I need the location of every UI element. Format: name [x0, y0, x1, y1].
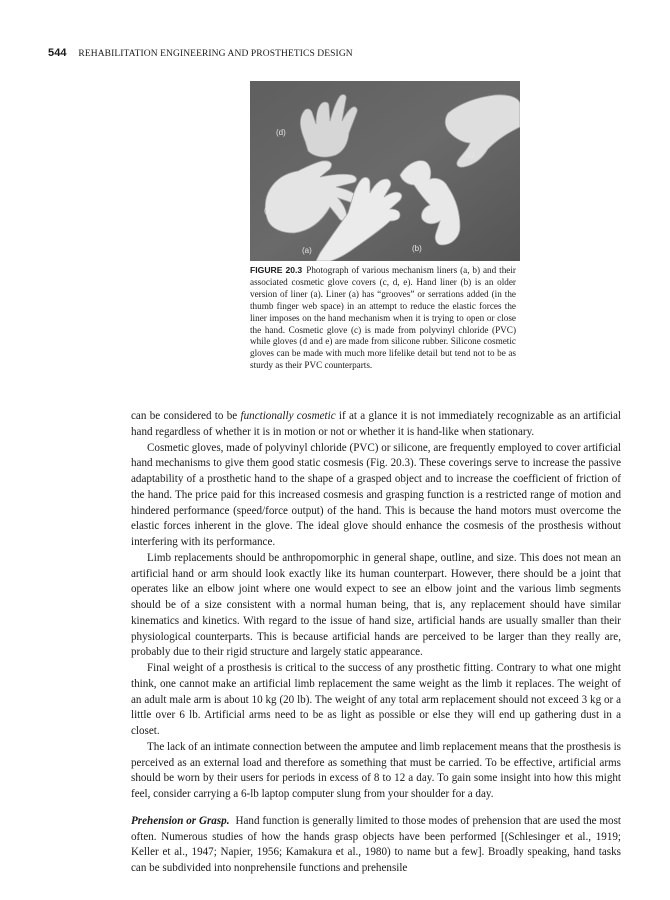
emphasis-functionally-cosmetic: functionally cosmetic	[240, 410, 336, 422]
running-title: REHABILITATION ENGINEERING AND PROSTHETICS DESIGN	[78, 49, 353, 59]
paragraph-cosmetic-gloves: Cosmetic gloves, made of polyvinyl chloride (PVC) or silicone, are frequently employed to cover artificial hand mechanisms to give them good static cosmesis (Fig. 20.3). These coverings serve to increase the passive adaptability of a prosthetic hand to the shape of a grasped object and to increase the coefficient of friction of the hand. The price paid for this increased cosmesis and grasping function is a restricted range of motion and hindered performance (speed/force output) of the hand. This is because the hand motors must overcome the elastic forces inherent in the glove. The ideal glove should enhance the cosmesis of the prosthesis without interfering with its performance.	[131, 441, 621, 548]
figure-caption	[250, 265, 516, 372]
label-c: (c)	[465, 150, 475, 159]
paragraph-intimate-connection: The lack of an intimate connection between the amputee and limb replacement means that the prosthesis is perceived as an external load and therefore as something that must be carried. To be effective, artificial arms should be worn by their users for periods in excess of 8 to 12 a day. To gain some insight into how this might feel, consider carrying a 6-lb laptop computer slung from your shoulder for a day.	[131, 740, 621, 800]
paragraph-final-weight: Final weight of a prosthesis is critical to the success of any prosthetic fitting. Contrary to what one might think, one cannot make an artificial limb replacement the same weight as the limb it replaces. The weight of an adult male arm is about 10 kg (20 lb). The weight of any total arm replacement should not exceed 3 kg or a little over 6 lb. Artificial arms need to be as light as possible or else they will end up gathering dust in a closet.	[131, 662, 621, 737]
paragraph-prehension: Prehension or Grasp. Hand function is generally limited to those modes of prehension that are used the most often. Numerous studies of how the hands grasp objects have been performed [(Schlesinger et al., 1919; Keller et al., 1947; Napier, 1956; Kamakura et al., 1980) to name but a few]. Broadly speaking, hand tasks can be subdivided into nonprehensile functions and prehensile	[131, 814, 621, 874]
page-number: 544	[48, 47, 67, 59]
caption-text: Photograph of various mechanism liners (a, b) and their associated cosmetic glove covers (c, d, e). Hand liner (b) is an older version of liner (a). Liner (a) has “grooves” or serrations added (in the thumb finger web space) in an attempt to reduce the elastic forces the liner imposes on the hand mechanism when it is trying to open or close the hand. Cosmetic glove (c) is made from polyvinyl chloride (PVC) while gloves (d and e) are made from silicone rubber. Silicone cosmetic gloves can be made with much more lifelike detail but tend not to be as sturdy as their PVC counterparts.	[250, 265, 516, 371]
body-text	[131, 409, 621, 877]
paragraph-continuation: can be considered to be functionally cosmetic if at a glance it is not immediately recognizable as an artificial hand regardless of whether it is in motion or not or whether it is hand-like when stationary.	[131, 410, 621, 438]
figure-label: FIGURE 20.3	[250, 265, 303, 275]
label-a: (a)	[302, 246, 312, 255]
section-heading: Prehension or Grasp.	[131, 814, 230, 827]
figure-photo	[250, 81, 520, 261]
label-d: (d)	[276, 128, 286, 137]
running-head	[48, 47, 353, 59]
paragraph-limb-replacements: Limb replacements should be anthropomorphic in general shape, outline, and size. This does not mean an artificial hand or arm should look exactly like its human counterpart. However, there should be a joint that operates like an elbow joint where one would expect to see an elbow joint and the various limb segments should be of a size consistent with a normal human being, that is, any replacement should have similar kinematics and kinetics. With regard to the issue of hand size, artificial hands are usually smaller than their physiological counterparts. This is because artificial hands are perceived to be larger than they really are, probably due to their rigid structure and largely static appearance.	[131, 551, 621, 659]
label-e: (e)	[264, 206, 274, 215]
label-b: (b)	[412, 244, 422, 253]
